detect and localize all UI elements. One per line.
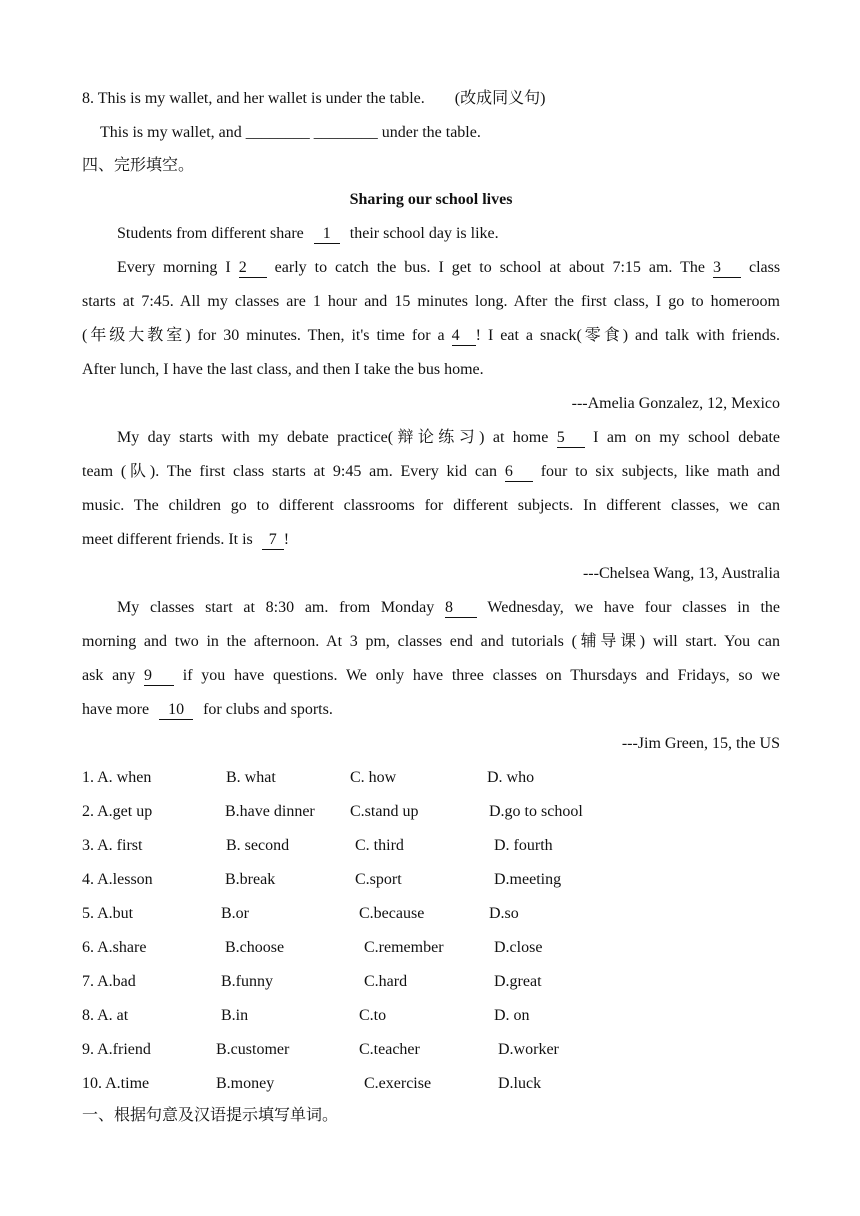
p3-text: ask any — [82, 667, 136, 684]
intro-text-a: Students from different share — [117, 225, 304, 242]
option-10-d[interactable]: D.luck — [498, 1075, 542, 1092]
option-8-a[interactable]: 8. A. at — [82, 1007, 129, 1024]
q8-question — [82, 91, 780, 107]
p1-text: ! I eat a snack(零食) and talk with friends. — [475, 327, 781, 344]
option-7-b[interactable]: B.funny — [221, 973, 273, 990]
p3-text: My classes start at 8:30 am. from Monday — [117, 599, 435, 616]
option-5-c[interactable]: C.because — [359, 905, 425, 922]
p3-line-4 — [82, 702, 780, 720]
p1-line-3 — [82, 328, 780, 346]
p3-text: for clubs and sports. — [203, 701, 333, 718]
option-2-d[interactable]: D.go to school — [489, 803, 583, 820]
blank-1[interactable]: 1 — [314, 226, 340, 244]
p2-text: team (队). The first class starts at 9:45 am. Every kid can — [82, 463, 498, 480]
p2-text: My day starts with my debate practice(辩论练习) at home — [117, 429, 549, 446]
option-7-d[interactable]: D.great — [494, 973, 542, 990]
blank-9[interactable]: 9 — [144, 668, 174, 686]
option-9-d[interactable]: D.worker — [498, 1041, 559, 1058]
p2-line-2 — [82, 464, 780, 482]
p2-line-1 — [117, 430, 780, 448]
q8-blank-2[interactable]: ________ — [313, 124, 378, 141]
blank-8[interactable]: 8 — [445, 600, 477, 618]
p1-text: Every morning I — [117, 259, 231, 276]
p2-text: ! — [283, 531, 290, 548]
p3-text: have more — [82, 701, 150, 718]
signature-2: ---Chelsea Wang, 13, Australia — [582, 565, 780, 582]
option-5-d[interactable]: D.so — [489, 905, 519, 922]
blank-3[interactable]: 3 — [713, 260, 741, 278]
option-9-a[interactable]: 9. A.friend — [82, 1041, 151, 1058]
q8-hint: (改成同义句) — [454, 90, 546, 107]
p3-text: Wednesday, we have four classes in the — [487, 599, 781, 616]
option-8-c[interactable]: C.to — [359, 1007, 387, 1024]
option-9-c[interactable]: C.teacher — [359, 1041, 420, 1058]
signature-1: ---Amelia Gonzalez, 12, Mexico — [571, 395, 780, 412]
q8-answer-line — [100, 125, 798, 141]
p3-line-1 — [117, 600, 780, 618]
passage-intro — [117, 226, 780, 244]
option-10-b[interactable]: B.money — [216, 1075, 275, 1092]
p1-line-4: After lunch, I have the last class, and then I take the bus home. — [82, 361, 484, 378]
p1-line-2: starts at 7:45. All my classes are 1 hour and 15 minutes long. After the first class, I go to homeroom — [82, 293, 780, 310]
q8-sentence: 8. This is my wallet, and her wallet is under the table. — [82, 90, 425, 107]
p1-text: (年级大教室) for 30 minutes. Then, it's time for a — [82, 327, 445, 344]
intro-text-b: their school day is like. — [349, 225, 499, 242]
option-1-a[interactable]: 1. A. when — [82, 769, 152, 786]
option-3-b[interactable]: B. second — [226, 837, 290, 854]
option-6-c[interactable]: C.remember — [364, 939, 444, 956]
option-9-b[interactable]: B.customer — [216, 1041, 290, 1058]
option-6-b[interactable]: B.choose — [225, 939, 285, 956]
option-8-d[interactable]: D. on — [494, 1007, 530, 1024]
option-10-a[interactable]: 10. A.time — [82, 1075, 150, 1092]
p1-text: class — [748, 259, 781, 276]
option-4-a[interactable]: 4. A.lesson — [82, 871, 153, 888]
option-1-c[interactable]: C. how — [350, 769, 397, 786]
q8-answer-suffix: under the table. — [381, 124, 481, 141]
option-4-c[interactable]: C.sport — [355, 871, 402, 888]
option-6-d[interactable]: D.close — [494, 939, 543, 956]
option-7-a[interactable]: 7. A.bad — [82, 973, 136, 990]
option-4-b[interactable]: B.break — [225, 871, 276, 888]
option-5-a[interactable]: 5. A.but — [82, 905, 134, 922]
blank-5[interactable]: 5 — [557, 430, 585, 448]
blank-10[interactable]: 10 — [159, 702, 193, 720]
option-3-c[interactable]: C. third — [355, 837, 404, 854]
option-2-c[interactable]: C.stand up — [350, 803, 419, 820]
blank-2[interactable]: 2 — [239, 260, 267, 278]
option-1-b[interactable]: B. what — [226, 769, 276, 786]
option-5-b[interactable]: B.or — [221, 905, 249, 922]
option-4-d[interactable]: D.meeting — [494, 871, 562, 888]
p1-line-1 — [117, 260, 780, 278]
option-2-b[interactable]: B.have dinner — [225, 803, 315, 820]
p3-text: if you have questions. We only have three classes on Thursdays and Fridays, so we — [182, 667, 781, 684]
blank-4[interactable]: 4 — [452, 328, 476, 346]
p2-text: I am on my school debate — [593, 429, 781, 446]
q8-answer-prefix: This is my wallet, and — [100, 124, 242, 141]
p1-text: early to catch the bus. I get to school at about 7:15 am. The — [274, 259, 705, 276]
blank-6[interactable]: 6 — [505, 464, 533, 482]
option-3-d[interactable]: D. fourth — [494, 837, 553, 854]
blank-7[interactable]: 7 — [262, 532, 284, 550]
p2-line-3: music. The children go to different classrooms for different subjects. In different classes, we can — [82, 497, 780, 514]
option-8-b[interactable]: B.in — [221, 1007, 249, 1024]
p2-text: meet different friends. It is — [82, 531, 253, 548]
signature-3: ---Jim Green, 15, the US — [621, 735, 780, 752]
q8-blank-1[interactable]: ________ — [245, 124, 310, 141]
option-1-d[interactable]: D. who — [487, 769, 535, 786]
option-3-a[interactable]: 3. A. first — [82, 837, 143, 854]
passage-title: Sharing our school lives — [349, 191, 513, 208]
p3-line-3 — [82, 668, 780, 686]
p2-text: four to six subjects, like math and — [540, 463, 781, 480]
p3-line-2: morning and two in the afternoon. At 3 pm, classes end and tutorials (辅导课) will start. You can — [82, 633, 780, 650]
p2-line-4 — [82, 532, 780, 550]
section-1-heading: 一、根据句意及汉语提示填写单词。 — [82, 1107, 339, 1124]
option-2-a[interactable]: 2. A.get up — [82, 803, 153, 820]
option-10-c[interactable]: C.exercise — [364, 1075, 432, 1092]
section-4-heading: 四、完形填空。 — [82, 157, 195, 174]
option-7-c[interactable]: C.hard — [364, 973, 408, 990]
option-6-a[interactable]: 6. A.share — [82, 939, 147, 956]
